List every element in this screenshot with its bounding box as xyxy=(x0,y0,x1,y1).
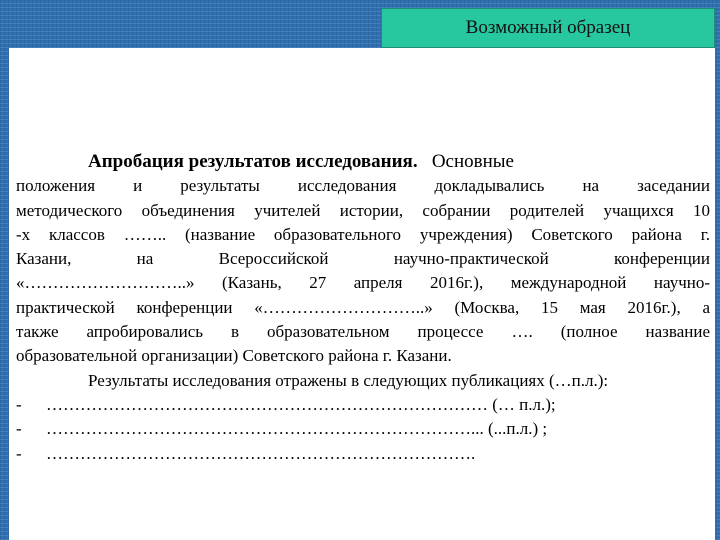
section-heading xyxy=(16,150,710,174)
heading-rest: Основные xyxy=(431,151,514,172)
publication-text: …………………………………………………………………. xyxy=(46,443,476,463)
bullet-dash: - xyxy=(16,419,22,439)
body-line-4: Казани, на Всероссийской научно-практической конференции xyxy=(16,249,710,269)
body-line-7: также апробировались в образовательном процессе …. (полное название xyxy=(16,322,710,342)
publication-item xyxy=(16,442,710,466)
body-line-8: образовательной организации) Советского района г. Казани. xyxy=(16,346,452,366)
publication-text: …………………………………………………………………... (...п.л.) ; xyxy=(46,419,548,439)
bullet-dash: - xyxy=(16,394,22,414)
publications-intro: Результаты исследования отражены в следующих публикациях (…п.л.): xyxy=(88,370,609,390)
publication-text: …………………………………………………………………… (… п.л.); xyxy=(46,394,556,414)
heading-bold: Апробация результатов исследования. xyxy=(88,151,418,172)
body-line-3: -х классов …….. (название образовательного учреждения) Советского района г. xyxy=(16,224,710,244)
bullet-dash: - xyxy=(16,443,22,463)
sample-badge: Возможный образец xyxy=(381,8,715,48)
body-line-2: методического объединения учителей истории, собрании родителей учащихся 10 xyxy=(16,200,710,220)
body-line-6: практической конференции «………………………..» (Москва, 15 мая 2016г.), а xyxy=(16,297,710,317)
publication-item xyxy=(16,417,710,441)
document-body xyxy=(16,150,710,466)
body-line-5: «………………………..» (Казань, 27 апреля 2016г.), международной научно- xyxy=(16,273,710,293)
publication-item xyxy=(16,393,710,417)
body-line-1: положения и результаты исследования докладывались на заседании xyxy=(16,176,710,196)
